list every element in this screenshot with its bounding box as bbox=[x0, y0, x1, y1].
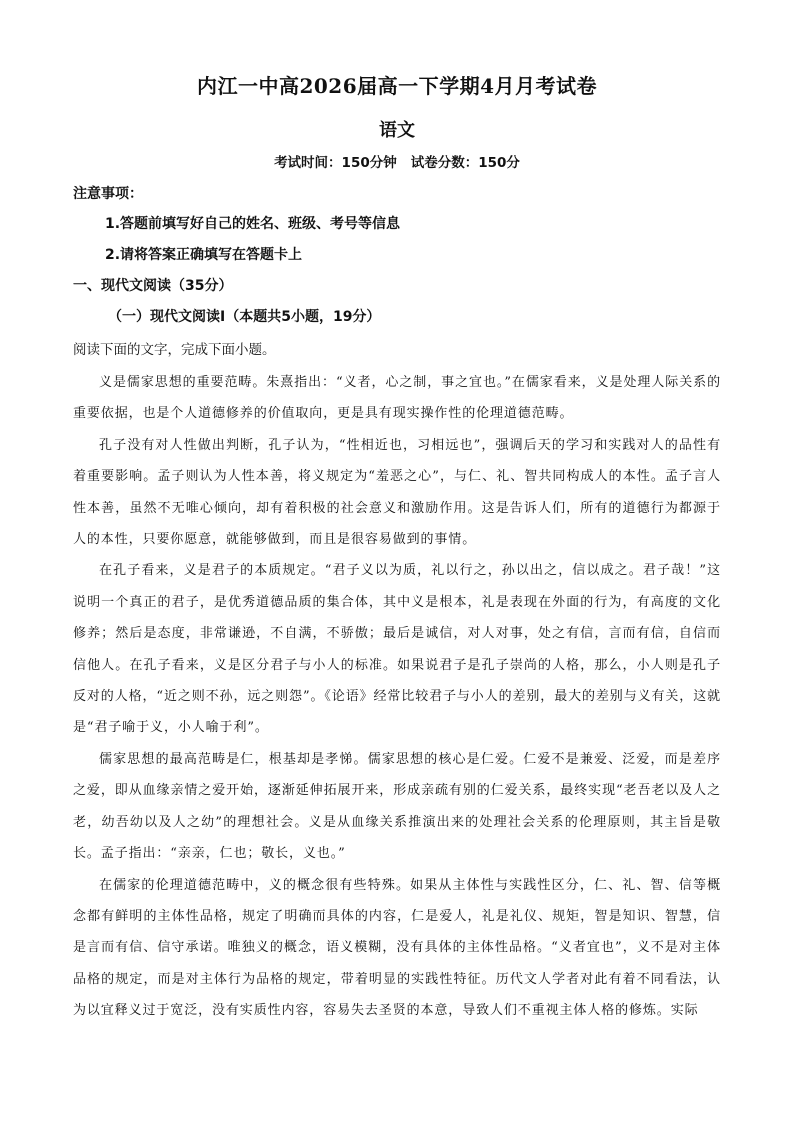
exam-title: 内江一中高2026届高一下学期4月月考试卷 bbox=[196, 74, 598, 98]
exam-score: 试卷分数：150分 bbox=[410, 155, 520, 171]
reading-passage bbox=[73, 367, 721, 1027]
passage-paragraph: 在孔子看来，义是君子的本质规定。“君子义以为质，礼以行之，孙以出之，信以成之。君子哉！”这说明一个真正的君子，是优秀道德品质的集合体，其中义是根本，礼是表现在外面的行为，有高度的文化修养；然后是态度，非常谦逊，不自满，不骄傲；最后是诚信，对人对事，处之有信，言而有信，自信而信他人。在孔子看来，义是区分君子与小人的标准。如果说君子是孔子崇尚的人格，那么，小人则是孔子反对的人格，“近之则不孙，远之则怨”。《论语》经常比较君子与小人的差别，最大的差别与义有关，这就是“君子喻于义，小人喻于利”。 bbox=[73, 563, 721, 736]
exam-time: 考试时间：150分钟 bbox=[274, 155, 397, 171]
passage-paragraph: 义是儒家思想的重要范畴。朱熹指出：“义者，心之制，事之宜也。”在儒家看来，义是处理人际关系的重要依据，也是个人道德修养的价值取向，更是具有现实操作性的伦理道德范畴。 bbox=[73, 375, 721, 422]
note-item: 1.答题前填写好自己的姓名、班级、考号等信息 bbox=[105, 216, 401, 232]
note-item: 2.请将答案正确填写在答题卡上 bbox=[105, 247, 303, 263]
exam-meta bbox=[0, 151, 794, 171]
notes-heading: 注意事项： bbox=[73, 186, 143, 202]
passage-paragraph: 在儒家的伦理道德范畴中，义的概念很有些特殊。如果从主体性与实践性区分，仁、礼、智、信等概念都有鲜明的主体性品格，规定了明确而具体的内容，仁是爱人，礼是礼仪、规矩，智是知识、智慧，信是言而有信、信守承诺。唯独义的概念，语义模糊，没有具体的主体性品格。“义者宜也”，义不是对主体品格的规定，而是对主体行为品格的规定，带着明显的实践性特征。历代文人学者对此有着不同看法，认为以宜释义过于宽泛，没有实质性内容，容易失去圣贤的本意，导致人们不重视主体人格的修炼。实际 bbox=[73, 877, 721, 1019]
subsection-heading: （一）现代文阅读Ⅰ（本题共5小题，19分） bbox=[108, 309, 381, 325]
section-heading: 一、现代文阅读（35分） bbox=[73, 278, 233, 294]
passage-paragraph: 儒家思想的最高范畴是仁，根基却是孝悌。儒家思想的核心是仁爱。仁爱不是兼爱、泛爱，而是差序之爱，即从血缘亲情之爱开始，逐渐延伸拓展开来，形成亲疏有别的仁爱关系，最终实现“老吾老以及人之老，幼吾幼以及人之幼”的理想社会。义是从血缘关系推演出来的处理社会关系的伦理原则，其主旨是敬长。孟子指出：“亲亲，仁也；敬长，义也。” bbox=[73, 751, 721, 862]
reading-instruction: 阅读下面的文字，完成下面小题。 bbox=[73, 342, 276, 358]
passage-paragraph: 孔子没有对人性做出判断，孔子认为，“性相近也，习相远也”，强调后天的学习和实践对人的品性有着重要影响。孟子则认为人性本善，将义规定为“羞恶之心”，与仁、礼、智共同构成人的本性。孟子言人性本善，虽然不无唯心倾向，却有着积极的社会意义和激励作用。这是告诉人们，所有的道德行为都源于人的本性，只要你愿意，就能够做到，而且是很容易做到的事情。 bbox=[73, 437, 721, 548]
subject-title: 语文 bbox=[379, 120, 415, 141]
